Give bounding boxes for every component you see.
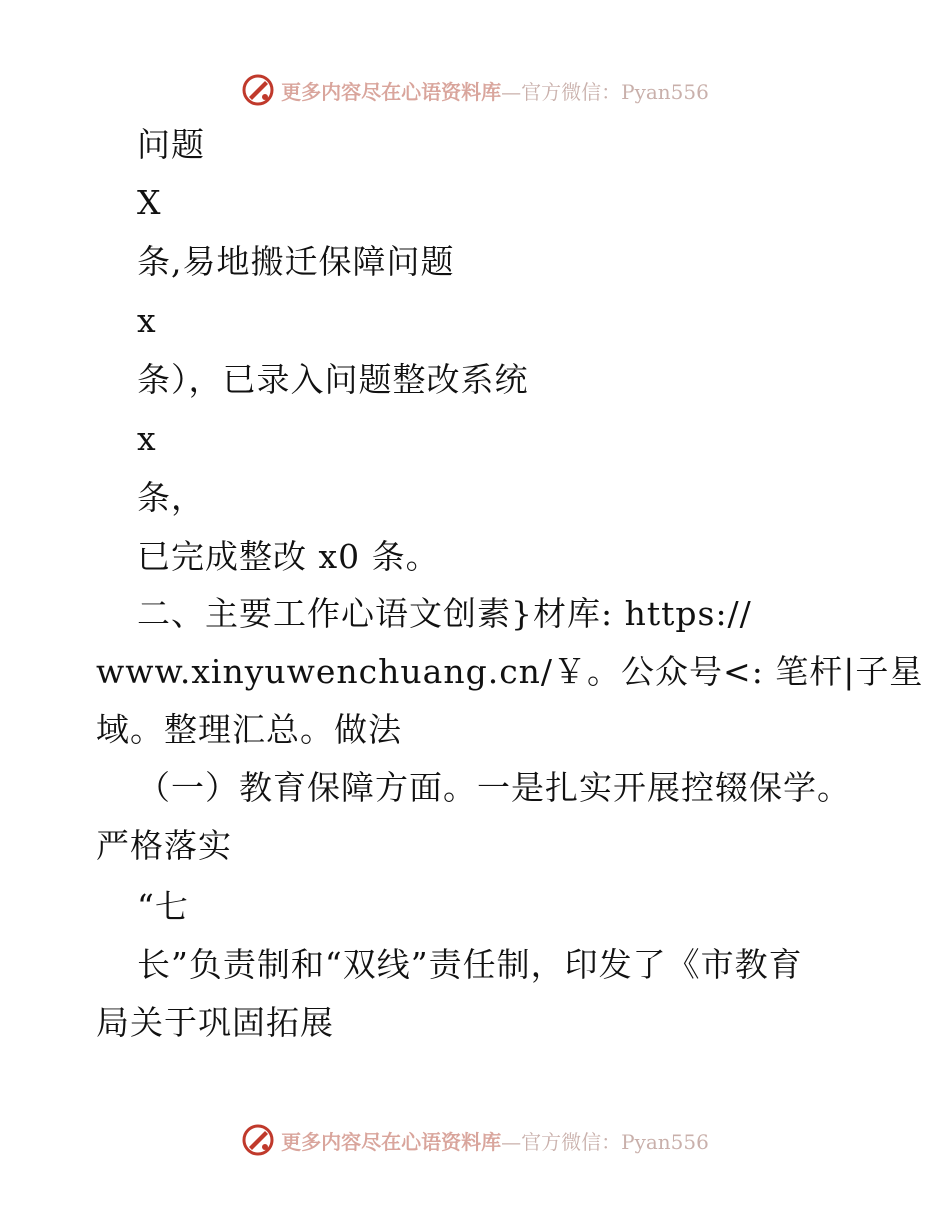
- section-heading: 二、主要工作心语文创素}材库: https://: [137, 594, 752, 633]
- quill-seal-logo-icon: [241, 1123, 275, 1157]
- watermark-text: 更多内容尽在心语资料库—官方微信：Pyan556: [281, 1129, 709, 1154]
- header-watermark: [0, 70, 950, 110]
- text-line: 已完成整改 x0 条。: [137, 537, 440, 576]
- text-line: x: [137, 301, 157, 340]
- text-line: 问题: [137, 125, 205, 164]
- text-line: 局关于巩固拓展: [96, 1003, 334, 1042]
- text-line: x: [137, 419, 157, 458]
- text-line: 条，: [137, 478, 205, 517]
- text-line: 条,易地搬迁保障问题: [137, 242, 455, 281]
- text-line: 域。整理汇总。做法: [96, 710, 402, 749]
- text-line: X: [137, 183, 162, 222]
- watermark-text: 更多内容尽在心语资料库—官方微信：Pyan556: [281, 79, 709, 104]
- text-line: 长”负责制和“双线”责任制，印发了《市教育: [137, 945, 803, 984]
- text-line: “七: [137, 887, 189, 926]
- text-line: 严格落实: [96, 826, 232, 865]
- footer-watermark: [0, 1120, 950, 1160]
- text-line: www.xinyuwenchuang.cn/￥。公众号<: 笔杆|子星: [96, 652, 924, 691]
- quill-seal-logo-icon: [241, 73, 275, 107]
- subsection-heading: （一）教育保障方面。一是扎实开展控辍保学。: [137, 768, 851, 807]
- text-line: 条），已录入问题整改系统: [137, 360, 529, 399]
